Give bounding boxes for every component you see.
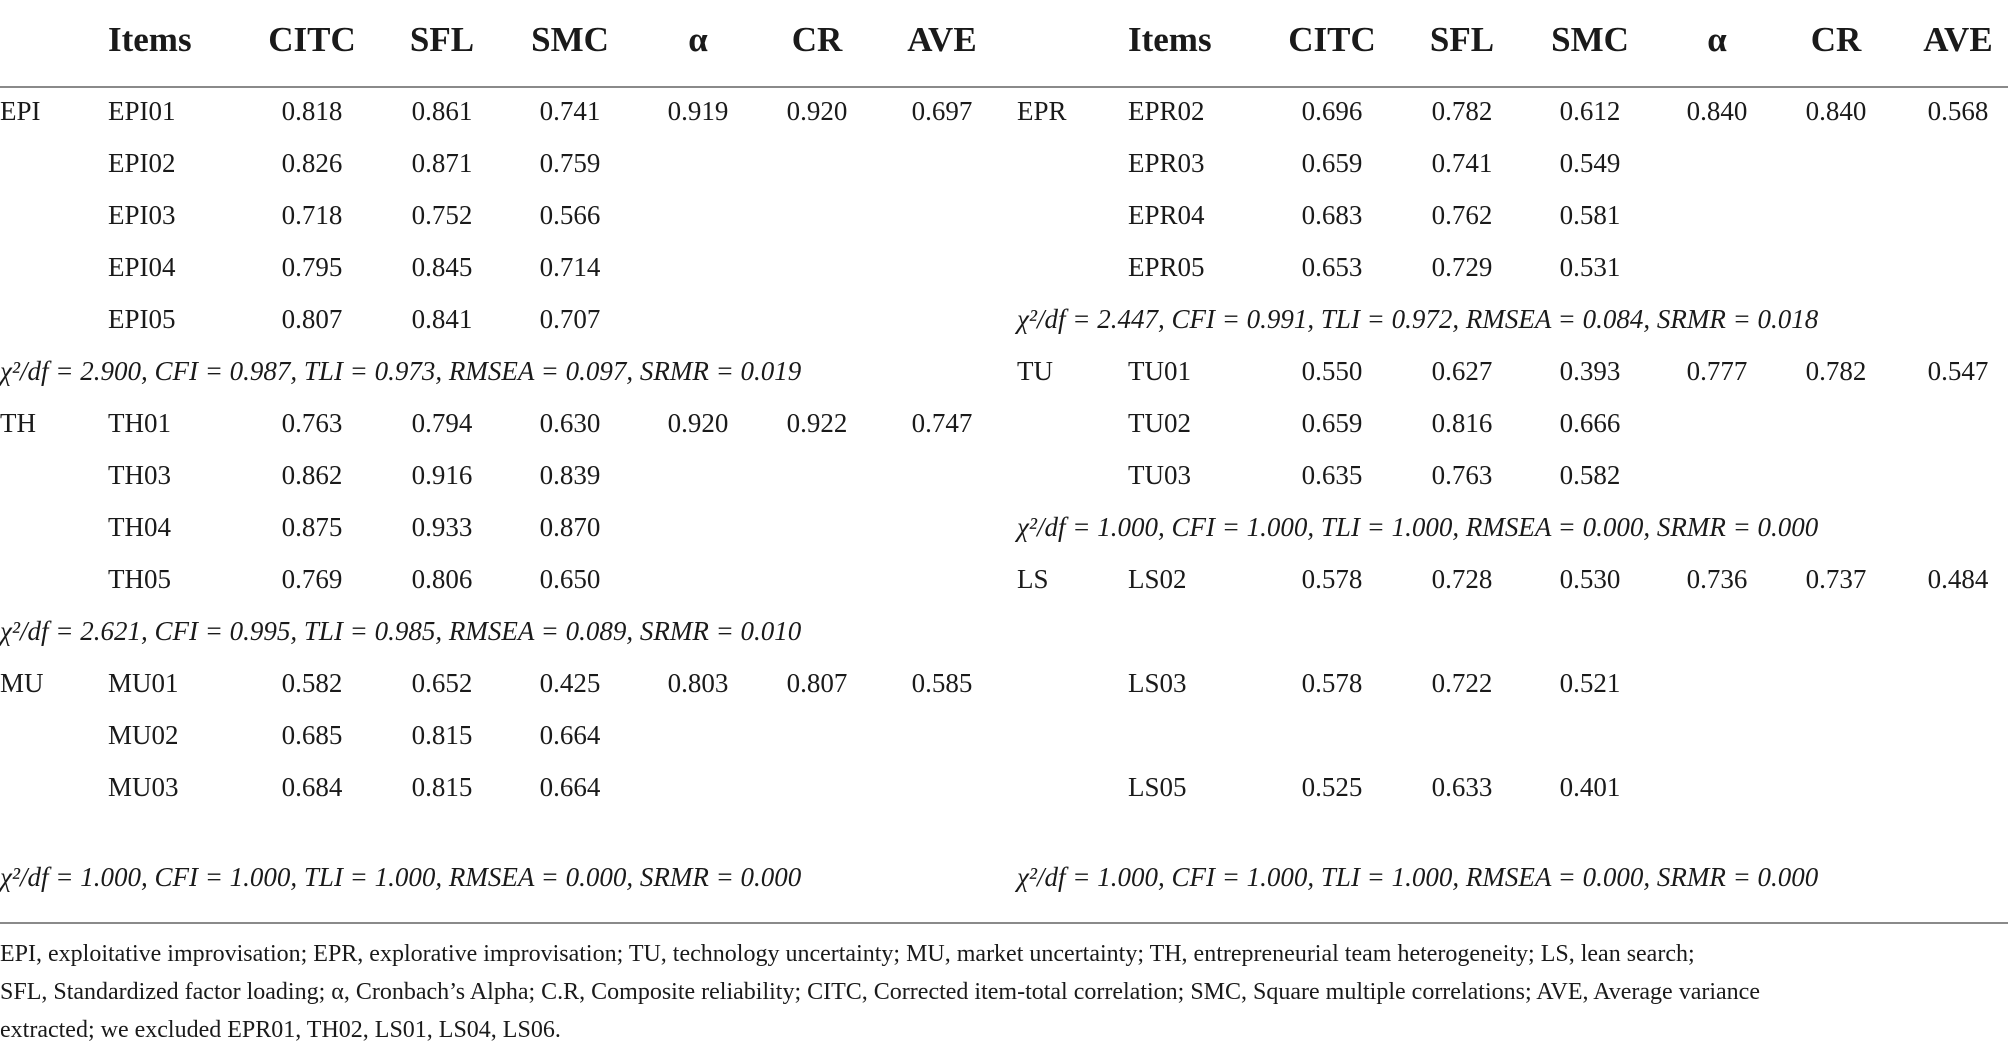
sfl-value: 0.871 [411,148,473,178]
smc-value: 0.714 [539,252,601,282]
sfl-value: 0.794 [411,408,473,438]
fit-indices: χ²/df = 2.621, CFI = 0.995, TLI = 0.985, RMSEA = 0.089, SRMR = 0.010 [0,616,802,646]
citc-value: 0.659 [1301,148,1363,178]
sfl-value: 0.763 [1431,460,1493,490]
ave-value: 0.747 [911,408,973,438]
item-label: EPI04 [108,252,176,282]
sfl-value: 0.845 [411,252,473,282]
smc-value: 0.530 [1559,564,1621,594]
citc-value: 0.763 [281,408,343,438]
header-right-citc: CITC [1288,20,1376,59]
cr-value: 0.920 [786,96,848,126]
smc-value: 0.549 [1559,148,1621,178]
citc-value: 0.718 [281,200,343,230]
item-label: TH03 [108,460,171,490]
fit-indices: χ²/df = 1.000, CFI = 1.000, TLI = 1.000, RMSEA = 0.000, SRMR = 0.000 [1017,862,1819,892]
header-rule [0,86,2008,88]
citc-value: 0.685 [281,720,343,750]
item-label: EPR04 [1128,200,1205,230]
item-label: LS02 [1128,564,1187,594]
smc-value: 0.612 [1559,96,1621,126]
smc-value: 0.393 [1559,356,1621,386]
citc-value: 0.875 [281,512,343,542]
smc-value: 0.582 [1559,460,1621,490]
citc-value: 0.769 [281,564,343,594]
alpha-value: 0.777 [1686,356,1748,386]
header-right-items: Items [1128,20,1212,59]
footnote-line-1: EPI, exploitative improvisation; EPR, explorative improvisation; TU, technology uncertainty; MU, market uncertainty; TH, entrepreneurial team heterogeneity; LS, lean search; [0,941,1695,967]
fit-indices: χ²/df = 1.000, CFI = 1.000, TLI = 1.000, RMSEA = 0.000, SRMR = 0.000 [0,862,802,892]
sfl-value: 0.729 [1431,252,1493,282]
smc-value: 0.566 [539,200,601,230]
sfl-value: 0.916 [411,460,473,490]
cr-value: 0.782 [1805,356,1867,386]
sfl-value: 0.816 [1431,408,1493,438]
sfl-value: 0.722 [1431,668,1493,698]
smc-value: 0.870 [539,512,601,542]
fit-indices: χ²/df = 2.900, CFI = 0.987, TLI = 0.973, RMSEA = 0.097, SRMR = 0.019 [0,356,802,386]
item-label: TU03 [1128,460,1191,490]
ave-value: 0.697 [911,96,973,126]
item-label: EPI03 [108,200,176,230]
cr-value: 0.807 [786,668,848,698]
smc-value: 0.666 [1559,408,1621,438]
header-right-sfl: SFL [1429,20,1495,59]
header-left-citc: CITC [268,20,356,59]
citc-value: 0.635 [1301,460,1363,490]
citc-value: 0.683 [1301,200,1363,230]
sfl-value: 0.627 [1431,356,1493,386]
citc-value: 0.578 [1301,564,1363,594]
sfl-value: 0.633 [1431,772,1493,802]
sfl-value: 0.806 [411,564,473,594]
alpha-value: 0.803 [667,668,729,698]
sfl-value: 0.762 [1431,200,1493,230]
sfl-value: 0.752 [411,200,473,230]
alpha-value: 0.920 [667,408,729,438]
sfl-value: 0.782 [1431,96,1493,126]
item-label: MU01 [108,668,179,698]
smc-value: 0.707 [539,304,601,334]
item-label: TH05 [108,564,171,594]
alpha-value: 0.840 [1686,96,1748,126]
smc-value: 0.741 [539,96,601,126]
citc-value: 0.818 [281,96,343,126]
construct-label: EPI [0,96,41,126]
smc-value: 0.581 [1559,200,1621,230]
header-left-cr: CR [791,20,843,59]
citc-value: 0.807 [281,304,343,334]
item-label: MU02 [108,720,179,750]
header-left-items: Items [108,20,192,59]
citc-value: 0.684 [281,772,343,802]
item-label: EPI05 [108,304,176,334]
alpha-value: 0.919 [667,96,729,126]
construct-label: TH [0,408,36,438]
citc-value: 0.582 [281,668,343,698]
ave-value: 0.568 [1927,96,1989,126]
item-label: EPI02 [108,148,176,178]
header-left-smc: SMC [531,20,609,59]
cr-value: 0.840 [1805,96,1867,126]
item-label: TH01 [108,408,171,438]
citc-value: 0.659 [1301,408,1363,438]
construct-label: LS [1017,564,1049,594]
smc-value: 0.425 [539,668,601,698]
smc-value: 0.401 [1559,772,1621,802]
citc-value: 0.826 [281,148,343,178]
fit-indices: χ²/df = 1.000, CFI = 1.000, TLI = 1.000, RMSEA = 0.000, SRMR = 0.000 [1017,512,1819,542]
header-right-alpha: α [1707,20,1727,59]
smc-value: 0.839 [539,460,601,490]
alpha-value: 0.736 [1686,564,1748,594]
item-label: LS03 [1128,668,1187,698]
sfl-value: 0.741 [1431,148,1493,178]
sfl-value: 0.861 [411,96,473,126]
citc-value: 0.795 [281,252,343,282]
item-label: TU01 [1128,356,1191,386]
smc-value: 0.630 [539,408,601,438]
sfl-value: 0.815 [411,772,473,802]
citc-value: 0.550 [1301,356,1363,386]
header-right-smc: SMC [1551,20,1629,59]
item-label: LS05 [1128,772,1187,802]
header-left-ave: AVE [907,20,977,59]
item-label: TH04 [108,512,171,542]
smc-value: 0.759 [539,148,601,178]
smc-value: 0.664 [539,720,601,750]
header-right-cr: CR [1810,20,1862,59]
cr-value: 0.922 [786,408,848,438]
construct-label: TU [1017,356,1053,386]
ave-value: 0.585 [911,668,973,698]
item-label: EPR02 [1128,96,1205,126]
footnote-line-3: extracted; we excluded EPR01, TH02, LS01, LS04, LS06. [0,1017,561,1043]
smc-value: 0.664 [539,772,601,802]
fit-indices: χ²/df = 2.447, CFI = 0.991, TLI = 0.972, RMSEA = 0.084, SRMR = 0.018 [1017,304,1819,334]
cr-value: 0.737 [1805,564,1867,594]
ave-value: 0.484 [1927,564,1989,594]
smc-value: 0.650 [539,564,601,594]
footnote-line-2: SFL, Standardized factor loading; α, Cronbach’s Alpha; C.R, Composite reliability; CITC, Corrected item-total correlation; SMC, Square multiple correlations; AVE, Average variance [0,979,1760,1005]
smc-value: 0.521 [1559,668,1621,698]
header-right-ave: AVE [1923,20,1993,59]
item-label: TU02 [1128,408,1191,438]
sfl-value: 0.652 [411,668,473,698]
item-label: EPR05 [1128,252,1205,282]
construct-label: MU [0,668,44,698]
sfl-value: 0.815 [411,720,473,750]
construct-label: EPR [1017,96,1067,126]
citc-value: 0.862 [281,460,343,490]
sfl-value: 0.841 [411,304,473,334]
citc-value: 0.525 [1301,772,1363,802]
item-label: MU03 [108,772,179,802]
citc-value: 0.578 [1301,668,1363,698]
citc-value: 0.696 [1301,96,1363,126]
item-label: EPI01 [108,96,176,126]
smc-value: 0.531 [1559,252,1621,282]
item-label: EPR03 [1128,148,1205,178]
citc-value: 0.653 [1301,252,1363,282]
header-left-alpha: α [688,20,708,59]
footnote-rule [0,922,2008,924]
ave-value: 0.547 [1927,356,1989,386]
sfl-value: 0.933 [411,512,473,542]
sfl-value: 0.728 [1431,564,1493,594]
header-left-sfl: SFL [409,20,475,59]
